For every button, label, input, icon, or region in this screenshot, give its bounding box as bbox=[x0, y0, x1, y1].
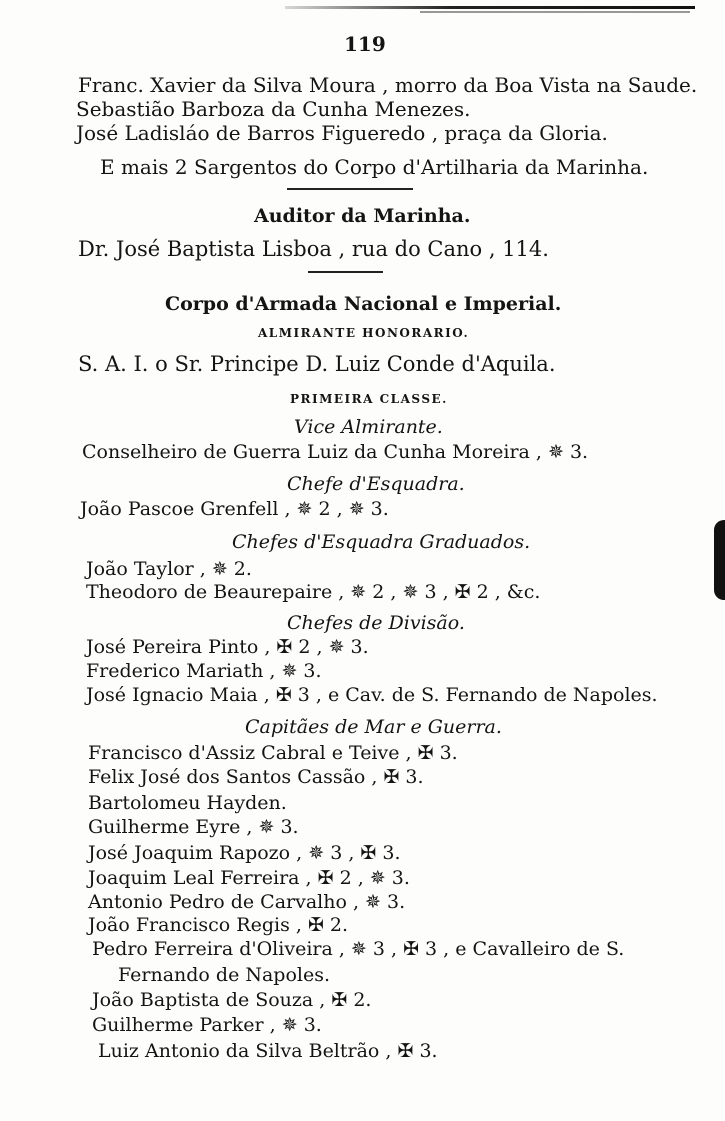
section-divider bbox=[308, 271, 383, 273]
text-line: E mais 2 Sargentos do Corpo d'Artilharia da Marinha. bbox=[100, 155, 649, 179]
text-line: João Taylor , ✵ 2. bbox=[86, 558, 252, 580]
text-line: João Baptista de Souza , ✠ 2. bbox=[92, 989, 372, 1011]
text-line: Dr. José Baptista Lisboa , rua do Cano , 114. bbox=[78, 237, 549, 261]
text-line: Pedro Ferreira d'Oliveira , ✵ 3 , ✠ 3 , e Cavalleiro de S. bbox=[92, 938, 625, 960]
section-heading: Auditor da Marinha. bbox=[254, 205, 471, 227]
text-line: João Francisco Regis , ✠ 2. bbox=[88, 914, 349, 936]
text-line: José Joaquim Rapozo , ✵ 3 , ✠ 3. bbox=[88, 842, 401, 864]
text-line: Theodoro de Beaurepaire , ✵ 2 , ✵ 3 , ✠ 2 , &c. bbox=[86, 581, 541, 603]
top-border-rule-secondary bbox=[420, 11, 690, 13]
text-line: José Pereira Pinto , ✠ 2 , ✵ 3. bbox=[86, 636, 369, 658]
text-line: Sebastião Barboza da Cunha Menezes. bbox=[76, 97, 471, 121]
page-edge-mark bbox=[714, 520, 725, 600]
top-border-rule bbox=[285, 6, 695, 9]
text-line: Francisco d'Assiz Cabral e Teive , ✠ 3. bbox=[88, 742, 458, 764]
text-line: José Ignacio Maia , ✠ 3 , e Cav. de S. Fernando de Napoles. bbox=[86, 684, 658, 706]
text-line: Joaquim Leal Ferreira , ✠ 2 , ✵ 3. bbox=[88, 867, 410, 889]
text-line: José Ladisláo de Barros Figueredo , praça da Gloria. bbox=[76, 121, 608, 145]
text-line: Guilherme Parker , ✵ 3. bbox=[92, 1014, 322, 1036]
section-heading: Corpo d'Armada Nacional e Imperial. bbox=[165, 293, 562, 315]
page-number: 119 bbox=[344, 32, 386, 56]
text-line: João Pascoe Grenfell , ✵ 2 , ✵ 3. bbox=[80, 498, 389, 520]
rank-heading: Vice Almirante. bbox=[294, 416, 443, 438]
text-line: Bartolomeu Hayden. bbox=[88, 792, 287, 814]
rank-heading: Chefes d'Esquadra Graduados. bbox=[232, 531, 531, 553]
text-line: Frederico Mariath , ✵ 3. bbox=[86, 660, 322, 682]
rank-heading: Capitães de Mar e Guerra. bbox=[245, 716, 502, 738]
text-line: Fernando de Napoles. bbox=[118, 964, 331, 986]
text-line: Antonio Pedro de Carvalho , ✵ 3. bbox=[88, 891, 406, 913]
rank-heading: Chefe d'Esquadra. bbox=[287, 473, 465, 495]
subsection-heading: PRIMEIRA CLASSE. bbox=[290, 392, 448, 406]
text-line: Guilherme Eyre , ✵ 3. bbox=[88, 816, 299, 838]
text-line: S. A. I. o Sr. Principe D. Luiz Conde d'Aquila. bbox=[78, 352, 556, 376]
text-line: Franc. Xavier da Silva Moura , morro da Boa Vista na Saude. bbox=[78, 73, 698, 97]
rank-heading: Chefes de Divisão. bbox=[287, 612, 465, 634]
text-line: Felix José dos Santos Cassão , ✠ 3. bbox=[88, 766, 424, 788]
text-line: Conselheiro de Guerra Luiz da Cunha Moreira , ✵ 3. bbox=[82, 441, 589, 463]
text-line: Luiz Antonio da Silva Beltrão , ✠ 3. bbox=[98, 1040, 438, 1062]
section-divider bbox=[287, 188, 413, 190]
subsection-heading: ALMIRANTE HONORARIO. bbox=[258, 326, 470, 340]
